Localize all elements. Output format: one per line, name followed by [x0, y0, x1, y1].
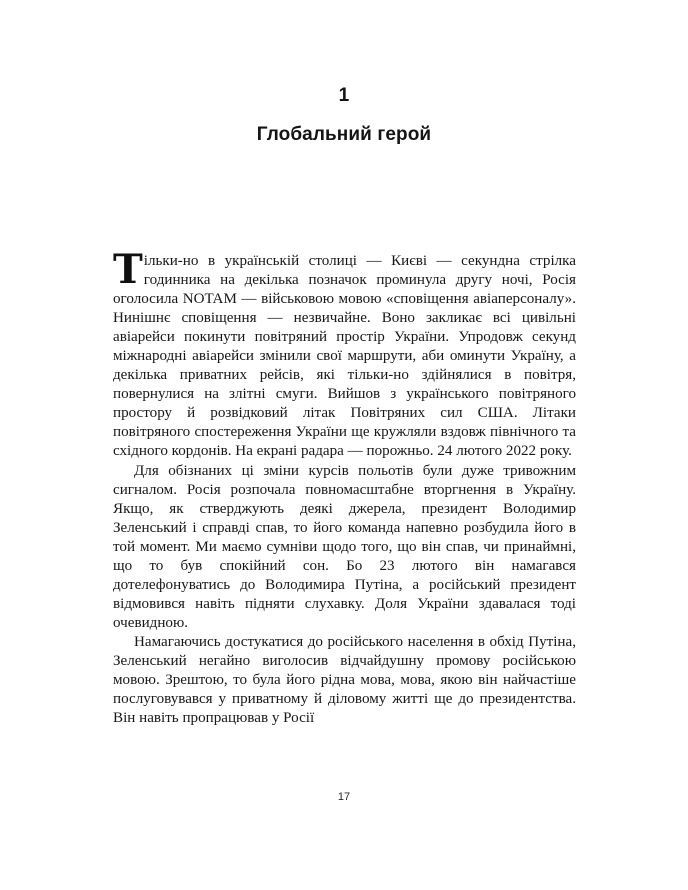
- page-number: 17: [337, 791, 351, 803]
- body-text-block: [113, 246, 576, 728]
- paragraph: [113, 246, 576, 462]
- paragraph-text: Для обізнаних ці зміни курсів польотів були дуже тривожним сигналом. Росія розпочала повномасштабне вторгнення в Україну. Якщо, як стверджують деякі джерела, президент Володимир Зеленський і справді спав, то його команда напевно розбудила його в той момент. Ми маємо сумніви щодо того, що він спав, чи принаймні, що то був спокійний сон. Бо 23 лютого він намагався дотелефонуватись до Володимира Путіна, а російський президент відмовився навіть підняти слухавку. Доля України здавалася тоді очевидною.: [113, 462, 576, 631]
- paragraph-text: Намагаючись достукатися до російського населення в обхід Путіна, Зеленський негайно виголосив відчайдушну промову російською мовою. Зрештою, то була його рідна мова, мова, якою він найчастіше послуговувався у приватному й діловому житті ще до президентства. Він навіть пропрацював у Росії: [113, 633, 576, 727]
- chapter-title: Глобальний герой: [256, 124, 432, 145]
- paragraph-text: ільки-но в українській столиці — Києві — секундна стрілка годинника на декілька позначок проминула другу ночі, Росія оголосила NOTAM — військовою мовою «сповіщення авіаперсоналу». Нинішнє сповіщення — незвичайне. Воно закликає всі цивільні авіарейси покинути повітряний простір України. Упродовж секунд міжнародні авіарейси змінили свої маршрути, аби оминути Україну, а декілька приватних рейсів, які тільки-но здійнялися в повітря, повернулися на злітні смуги. Вийшов з українського повітряного простору й розвідковий літак Повітряних сил США. Літаки повітряного спостереження України ще кружляли вздовж північного та східного кордонів. На екрані радара — порожньо. 24 лютого 2022 року.: [113, 253, 576, 460]
- paragraph: [113, 633, 576, 728]
- chapter-heading: [0, 84, 688, 147]
- drop-cap: Т: [113, 246, 142, 293]
- chapter-number: 1: [338, 85, 350, 106]
- paragraph: [113, 462, 576, 633]
